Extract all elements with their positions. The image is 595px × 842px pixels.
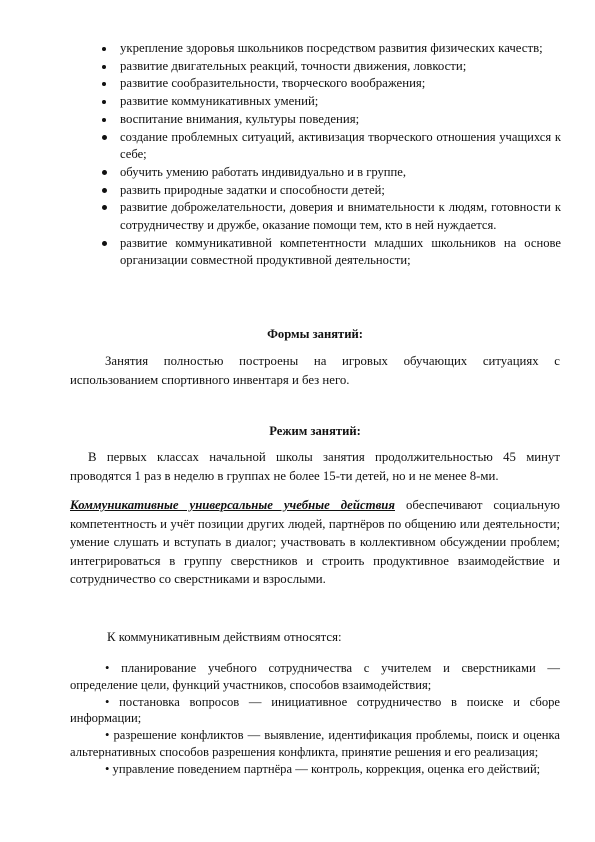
kud-description: обеспечивают социальную компетентность и учёт позиции других людей, партнёров по общению или деятельности; умение слушать и вступать в диалог; участвовать в коллективном обсуждении проблем; интегрироваться в группу сверстников и строить продуктивное взаимодействие и сотрудничество со сверстниками и взрослыми. xyxy=(70,498,560,587)
mode-paragraph: В первых классах начальной школы занятия продолжительностью 45 минут проводятся 1 раз в неделю в группах не более 15-ти детей, но и не менее 8-ми. xyxy=(70,450,560,483)
bullet-icon xyxy=(102,65,106,69)
kud-paragraph xyxy=(70,496,560,589)
forms-paragraph: Занятия полностью построены на игровых обучающих ситуациях с использованием спортивного инвентаря и без него. xyxy=(70,354,560,387)
list-item: создание проблемных ситуаций, активизация творческого отношения учащихся к себе; xyxy=(101,129,561,164)
list-item: развитие коммуникативной компетентности младших школьников на основе организации совместной продуктивной деятельности; xyxy=(101,235,561,270)
goals-list xyxy=(101,40,561,270)
comm-actions-list xyxy=(70,660,560,778)
list-item: • разрешение конфликтов — выявление, идентификация проблемы, поиск и оценка альтернативных способов разрешения конфликта, принятие решения и его реализация; xyxy=(70,728,560,759)
list-item: • постановка вопросов — инициативное сотрудничество в поиске и сборе информации; xyxy=(70,694,560,726)
bullet-icon xyxy=(102,135,107,140)
bullet-icon xyxy=(102,241,107,246)
list-item: развитие доброжелательности, доверия и внимательности к людям, готовности к сотрудничеству и дружбе, оказание помощи тем, кто в ней нуждается. xyxy=(101,199,561,234)
bullet-icon xyxy=(102,170,107,175)
list-item: обучить умению работать индивидуально и в группе, xyxy=(101,164,561,182)
list-item: • планирование учебного сотрудничества с учителем и сверстниками — определение цели, функций участников, способов взаимодействия; xyxy=(70,661,560,692)
list-item: укрепление здоровья школьников посредством развития физических качеств; xyxy=(101,40,561,58)
bullet-icon xyxy=(102,100,106,104)
list-item: воспитание внимания, культуры поведения; xyxy=(101,111,561,129)
bullet-icon xyxy=(102,188,107,193)
bullet-icon xyxy=(102,118,106,122)
list-item: развить природные задатки и способности детей; xyxy=(101,182,561,200)
list-item: развитие коммуникативных умений; xyxy=(101,93,561,111)
bullet-icon xyxy=(102,82,106,86)
bullet-icon xyxy=(102,47,106,51)
forms-heading: Формы занятий: xyxy=(267,327,363,341)
bullet-icon xyxy=(102,205,107,210)
list-item: развитие двигательных реакций, точности движения, ловкости; xyxy=(101,58,561,76)
list-item: развитие сообразительности, творческого воображения; xyxy=(101,75,561,93)
list-item: • управление поведением партнёра — контроль, коррекция, оценка его действий; xyxy=(105,761,541,776)
kud-term: Коммуникативные универсальные учебные действия xyxy=(70,498,395,512)
mode-heading: Режим занятий: xyxy=(269,424,361,438)
comm-intro: К коммуникативным действиям относятся: xyxy=(107,630,342,644)
